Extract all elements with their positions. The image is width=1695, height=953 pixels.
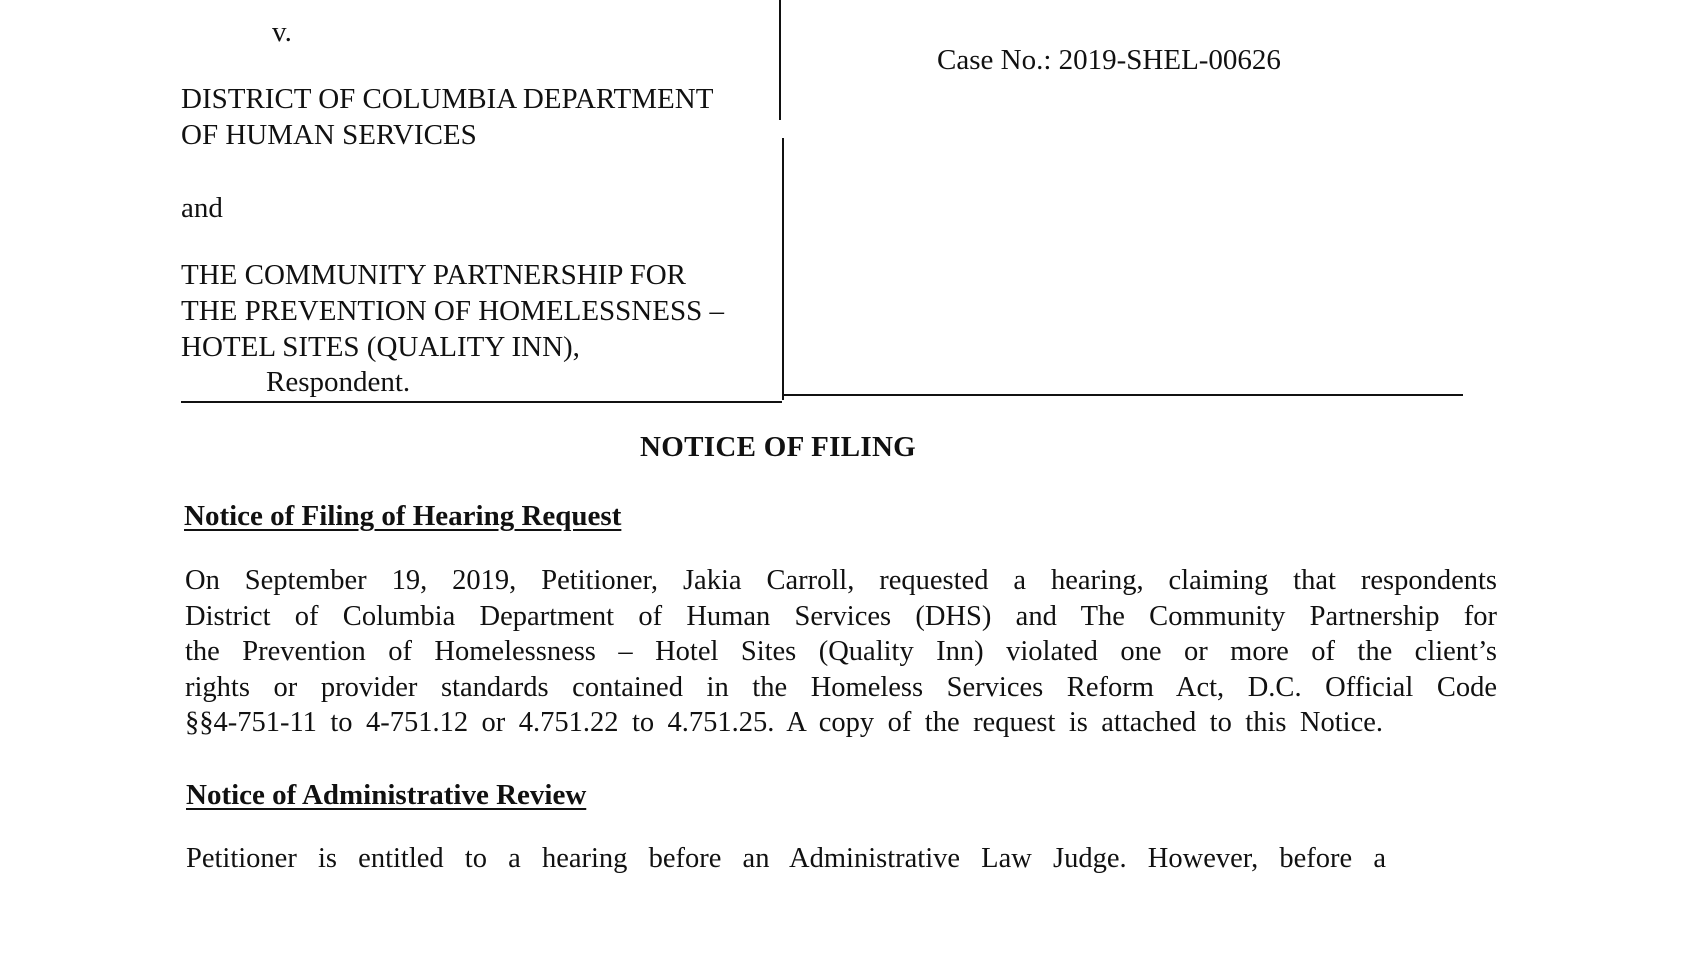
paragraph-line: Petitioner is entitled to a hearing before an Administrative Law Judge. However, before a <box>186 843 1386 874</box>
paragraph-line: On September 19, 2019, Petitioner, Jakia Carroll, requested a hearing, claiming that respondents <box>185 565 1497 596</box>
section-heading-hearing-request: Notice of Filing of Hearing Request <box>184 500 622 532</box>
conjunction-text: and <box>181 192 223 224</box>
paragraph-line: §§4-751-11 to 4-751.12 or 4.751.22 to 4.751.25. A copy of the request is attached to this Notice. <box>185 707 1383 738</box>
section-heading-administrative-review: Notice of Administrative Review <box>186 779 587 811</box>
caption-divider-upper <box>779 0 781 120</box>
respondent1-line-2: OF HUMAN SERVICES <box>181 119 477 151</box>
caption-rule-left <box>181 401 782 403</box>
paragraph-line: rights or provider standards contained in the Homeless Services Reform Act, D.C. Official Code <box>185 671 1497 703</box>
respondent2-line-2: THE PREVENTION OF HOMELESSNESS – <box>181 295 724 327</box>
administrative-review-paragraph <box>186 841 1386 877</box>
versus-text: v. <box>272 16 292 48</box>
caption-divider-lower <box>782 138 784 400</box>
hearing-request-paragraph <box>185 563 1497 741</box>
respondent-role-label: Respondent. <box>266 366 411 398</box>
caption-rule-right <box>782 394 1463 396</box>
respondent2-line-1: THE COMMUNITY PARTNERSHIP FOR <box>181 259 687 291</box>
respondent2-line-3: HOTEL SITES (QUALITY INN), <box>181 331 580 363</box>
paragraph-line: District of Columbia Department of Human Services (DHS) and The Community Partnership for <box>185 600 1497 632</box>
document-title: NOTICE OF FILING <box>640 431 917 463</box>
respondent1-line-1: DISTRICT OF COLUMBIA DEPARTMENT <box>181 83 714 115</box>
case-number: Case No.: 2019-SHEL-00626 <box>937 44 1281 76</box>
paragraph-line: the Prevention of Homelessness – Hotel Sites (Quality Inn) violated one or more of the client’s <box>185 636 1497 667</box>
